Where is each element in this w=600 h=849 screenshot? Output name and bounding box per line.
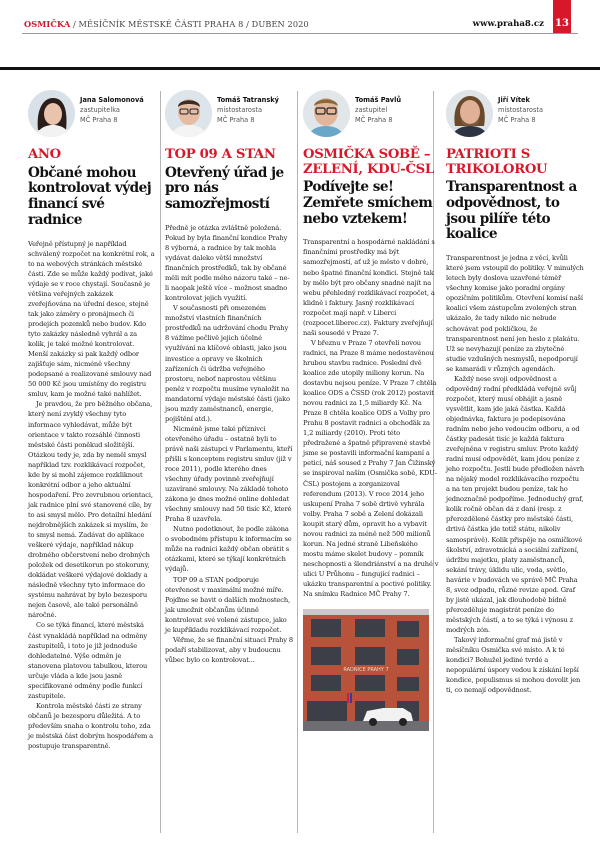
page-number: 13	[553, 0, 571, 34]
publication-line	[24, 19, 309, 29]
header-divider	[22, 33, 578, 34]
author-name: Tomáš Tatranský	[217, 96, 279, 104]
man-portrait-icon	[165, 90, 212, 137]
building-photo-icon	[303, 609, 429, 731]
opinion-column-ano	[28, 90, 156, 751]
article-headline: Občané mohou kontrolovat výdej financí své radnice	[28, 164, 152, 228]
party-name: PATRIOTI S TRIKOLOROU	[446, 147, 548, 177]
website-link[interactable]: www.praha8.cz	[472, 19, 544, 29]
author-info	[217, 96, 279, 125]
author-role: zastupitelka	[80, 105, 120, 114]
article-headline: Otevřený úřad je pro nás samozřejmostí	[165, 164, 284, 213]
paragraph: Kontrola městské části ze strany občanů je bezesporu důležitá. A to především snaha o kontrolu toho, zda je městská část dobrým hospodářem a postupuje transparentně.	[28, 701, 154, 751]
paragraph: Každý nese svoji odpovědnost a odpovědný radní předkládá veřejně svůj rozpočet, který musí obhájit a jasně vysvětlit, kam jde jaká částka. Každá objednávka, faktura je podepisována radním nebo jeho vedoucím odboru, a od částky padesát tisíc je každá faktura zveřejněna v registru smluv. Proto každý radní musí odpovědět, kam jdou peníze z jeho rozpočtu. Jestli bude předložen návrh na nějaký model rozklikávacího rozpočtu a na ten projekt budou peníze, tak ho jednoznačně podpoříme. Jednoduchý graf, kolik ročně občan dá z daní (resp. z přerozdělené částky pro městské části, drtivá částka jde totiž státu, nikoliv samosprávě). Kolik přispěje na osmičkové školství, zdravotnická a sociální zařízení, údržbu majetku, platy zaměstnanců, sekání trávy, úklidu ulic, voda, světlo, havárie v budovách ve správě MČ Praha 8, svoz odpadu, různé revize apod. Graf by jistě ukázal, jak dlouhodobě bídně přerozděluje magistrát peníze do městských částí, a to se týká i výnosu z modrých zón.	[446, 374, 584, 634]
town-hall-photo	[303, 609, 429, 731]
author-photo-avatar	[165, 90, 212, 137]
author-district: MČ Praha 8	[355, 115, 393, 124]
paragraph: Nicméně jsme také příznivci otevřeného úřadu – ostatně byli to právě naši zástupci v Parlamentu, kteří přišli s konceptem registru smluv (již v roce 2011), podle kterého dnes všechny úřady povinně zveřejňují uzavírané smlouvy. Na základě tohoto zákona je dnes možné online dohledat všechny smlouvy nad 50 tisíc Kč, které Praha 8 uzavřela.	[165, 424, 293, 524]
author-role: místostarosta	[498, 105, 544, 114]
paragraph: V současnosti při omezeném množství vlastních finančních prostředků na udržování chodu Prahy 8 vážíme pečlivě jejich účelné využívání na klíčové oblasti, jako jsou investice a opravy ve školních zařízeních či údržba veřejného prostoru, neboť naprostou většinu peněz v rozpočtu musíme vynaložit na mandatorní výdaje městské části (jako jsou mzdy zaměstnanců, energie, pojištění atd.).	[165, 304, 290, 423]
author-block	[303, 90, 439, 140]
author-block	[28, 90, 156, 140]
author-block	[446, 90, 584, 140]
paragraph: Předně je otázka zvláštně položená. Pokud by byla finanční kondice Prahy 8 výborná, a radnice by tak mohla vydávat daleko větší množství finančních prostředků, tak by občané měli mít podle mého názoru také – ne-li naopak ještě více – možnost snadno kontrolovat jejich využití.	[165, 223, 290, 303]
author-block	[165, 90, 293, 140]
paragraph: V březnu v Praze 7 otevřeli novou radnici, na Praze 8 máme nedostavěnou hrubou stavbu radnice. Poslední dvě koalice zde utopily miliony korun. Na dostavbu nejsou peníze. V Praze 7 chtěla koalice ODS a ČSSD (rok 2012) postavit novou radnici za 1,5 miliardy Kč. Na Praze 8 chtěla koalice ODS a Volby pro Prahu 8 postavit radnici a obchoďák za 1,2 miliardy (2010). Proti této předražené a špatně připravené stavbě jsme se postavili informační kampaní a peticí, náš soused z Prahy 7 Jan Čižinský se inspiroval naším (Osmička sobě, KDU-ČSL) postojem a zorganizoval referendum (2013). V roce 2014 jeho uskupení Praha 7 sobě drtivě vyhrála volby. Praha 7 sobě a Zelení dokázali koupit starý dům, opravit ho a vybavit novou radnici za méně než 500 milionů korun. Na jedné straně Libeňského mostu máme skelet budovy – pomník neschopnosti a šlendriánství a na druhé v ulici U Průhonu – fungující radnici – ukázku transparentní a poctivé politiky. Na snímku Radnice MČ Prahy 7.	[303, 338, 439, 599]
man-portrait-icon	[446, 90, 493, 137]
woman-portrait-icon	[28, 90, 75, 137]
author-photo-avatar	[303, 90, 350, 137]
building-sign: RADNICE PRAHY 7	[343, 667, 389, 674]
publication-subtitle: / MĚSÍČNÍK MĚSTSKÉ ČÁSTI PRAHA 8 / DUBEN 2020	[70, 19, 309, 29]
publication-brand: OSMIČKA	[24, 19, 71, 29]
author-info	[80, 96, 144, 125]
paragraph: Transparentní a hospodárné nakládání s finančními prostředky má být samozřejmostí, ať už je město v dobré, nebo špatné finanční kondici. Stejně tak by mělo být pro občany snadné najít na webu přehledný rozklikávací rozpočet, a klidně i faktury. Jasný rozklikávací rozpočet mají např. v Liberci (rozpocet.liberec.cz). Faktury zveřejňují naši sousedé v Praze 7.	[303, 238, 435, 337]
column-divider	[297, 91, 298, 833]
article-body	[303, 237, 439, 599]
author-district: MČ Praha 8	[80, 115, 118, 124]
article-body	[446, 253, 584, 695]
opinion-column-patrioti	[446, 90, 584, 695]
paragraph: Takový informační graf má jistě v měsíčníku Osmička své místo. A k té kondici? Bohužel jediné tvrdé a nepopulární úspory vedou k získání lepší kondice, populismus si mohou dovolit jen ti, co nemají odpovědnost.	[446, 635, 581, 695]
paragraph: Je pravdou, že pro běžného občana, který není zvyklý všechny tyto informace vyhledávat, může být orientace v takto rozsáhlé činnosti městské části poněkud složitější. Otázkou tedy je, zda by neměl smysl například tzv. rozklikávací rozpočet, kde by si mohl zájemce rozkliknout konkrétní odbor a jeho aktuální hospodaření. Pro zevrubnou orientaci, jak radnice plní své stanovené cíle, by to asi smysl mělo. Pro detailní hledání nejdrobnějších zakázek si myslím, že to smysl nemá. Zadávat do aplikace veškeré výdaje, například nákup drobného občerstvení nebo drobných položek od desetikorun po stokoruny, dokládat veškeré výdajové doklady a následně všechny tyto informace do systému nahrávat by bylo bezesporu nejen časově, ale také personálně náročné.	[28, 400, 153, 620]
opinion-column-top09-stan	[165, 90, 293, 665]
author-name: Jiří Vítek	[498, 96, 530, 104]
section-top-rule	[0, 67, 600, 70]
author-role: zastupitel	[355, 105, 388, 114]
party-name: ANO	[28, 147, 61, 162]
article-headline: Transparentnost a odpovědnost, to jsou pilíře této koalice	[446, 179, 577, 243]
author-name: Jana Salomonová	[80, 96, 144, 104]
column-divider	[160, 91, 161, 833]
man-portrait-icon	[303, 90, 350, 137]
author-name: Tomáš Pavlů	[355, 96, 402, 104]
paragraph: Věřme, že se finanční situaci Prahy 8 podaří stabilizovat, aby v budoucnu vůbec bylo co kontrolovat...	[165, 635, 293, 664]
paragraph: TOP 09 a STAN podporuje otevřenost v maximální možné míře. Pojďme se bavit o dalších možnostech, jak umožnit občanům účinně kontrolovat své volené zástupce, jako je kupříkladu rozklikávací rozpočet.	[165, 575, 290, 634]
author-photo-avatar	[446, 90, 493, 137]
party-name: OSMIČKA SOBĚ – ZELENÍ, KDU-ČSL	[303, 147, 434, 177]
author-info	[498, 96, 543, 125]
author-photo-avatar	[28, 90, 75, 137]
paragraph: Transparentnost je jedna z věcí, kvůli které jsem vstoupil do politiky. V minulých letech byly doslova uzavřené téměř všechny komise jako poradní orgány opozičním politikům. Otevření komisí naší koalicí všem zástupcům zvolených stran ukázalo, že tady nikdo nic nebude schovávat pod pokličkou, že transparentnost není jen heslo z plakátu. Už se nevyhazují peníze za zbytečné studie vzdušných nesmyslů, nepodporují se kamarádi v různých agendách.	[446, 254, 584, 373]
author-district: MČ Praha 8	[498, 115, 536, 124]
article-body	[165, 223, 293, 665]
paragraph: Co se týká financí, které městská část vynakládá například na odměny zastupitelů, i toto je již jednoduše dohledatelné. Výše odměn je stanovena platovou tabulkou, kterou určuje vláda a kde jsou jasně specifikované odměny podle funkcí zastupitele.	[28, 621, 148, 700]
author-role: místostarosta	[217, 105, 263, 114]
paragraph: Veřejně přístupný je například schválený rozpočet na konkrétní rok, a to na webových stránkách městské části. Zde se může každý podívat, jaké výdaje se v roce chystají. Současně je většina veřejných zakázek zveřejňována na úřední desce, stejně tak jako záměry o pronájmech či prodejích pozemků nebo budov. Kdo tyto zakázky následně vyhrál a za kolik, je také možné kontrolovat. Menší zakázky si pak každý odbor zajišťuje sám, nicméně všechny podepsané a realizované smlouvy nad 50 000 Kč jsou umístěny do registru smluv, kam je možné také nahlížet.	[28, 239, 155, 399]
opinion-column-osmicka-sobe	[303, 90, 439, 731]
article-body	[28, 239, 156, 751]
page-header	[0, 0, 600, 34]
paragraph: Nutno podotknout, že podle zákona o svobodném přístupu k informacím se může na radnici každý občan obrátit s otázkami, které se týkají konkrétních výdajů.	[165, 525, 292, 574]
author-info	[355, 96, 401, 125]
article-headline: Podívejte se! Zemřete smíchem nebo vztekem!	[303, 179, 433, 227]
party-name: TOP 09 A STAN	[165, 147, 276, 162]
author-district: MČ Praha 8	[217, 115, 255, 124]
